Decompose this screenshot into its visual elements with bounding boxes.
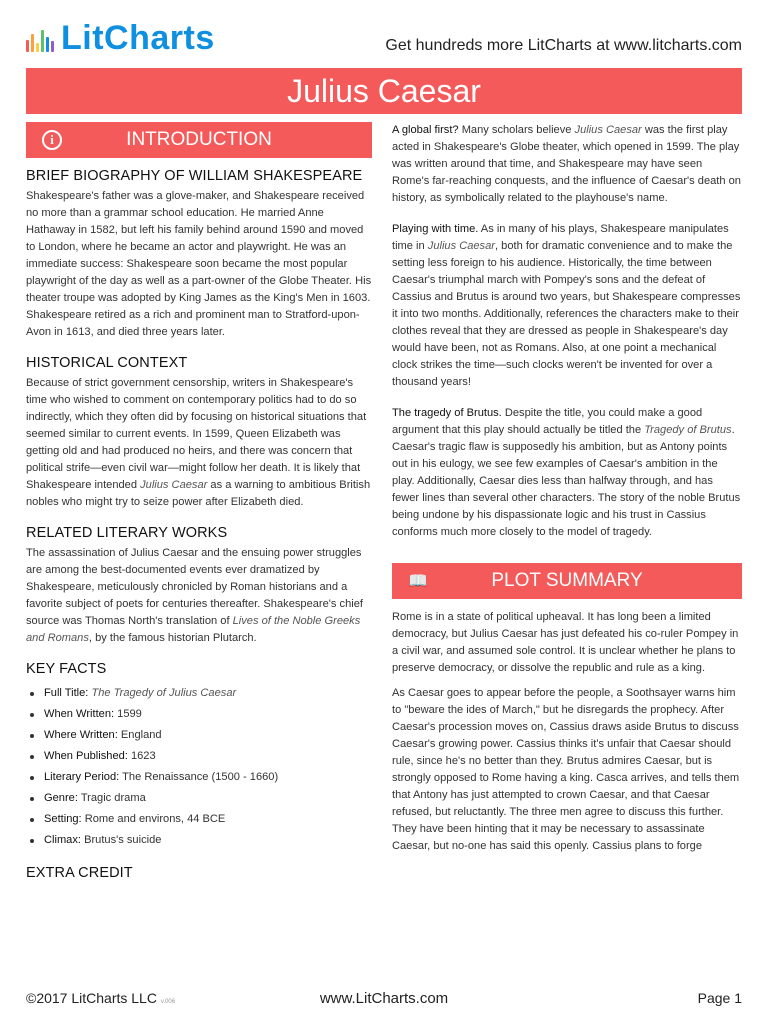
key-fact-item: Climax: Brutus's suicide bbox=[26, 830, 372, 851]
plot-summary-paragraph: Rome is in a state of political upheaval. It has long been a limited democracy, but Julius Caesar has just defeated his co-ruler Pompey in a civil war, and assumed sole control. It is unclear whether he plans to preserve democracy, or dissolve the republic and rule as a king. bbox=[392, 611, 739, 674]
related-works-text: The assassination of Julius Caesar and the ensuing power struggles are among the best-documented events ever dramatized by Shakespeare, meticulously chronicled by Roman historians and a favorite subject of poets for centuries thereafter. Shakespeare's chief source was Thomas North's translation of Lives of the Noble Greeks and Romans, by the famous historian Plutarch. bbox=[26, 547, 363, 644]
right-column bbox=[392, 122, 742, 855]
historical-context-text: Because of strict government censorship, writers in Shakespeare's time who wished to comment on contemporary politics had to do so indirectly, which they often did by focusing on historical situations that seemed similar to current events. In 1599, Queen Elizabeth was getting old and had produced no heirs, and there was concern that political strife—even civil war—might follow her death. It is likely that Shakespeare intended Julius Caesar as a warning to ambitious British nobles who might try to seize power after Elizabeth died. bbox=[26, 377, 371, 508]
biography-heading: BRIEF BIOGRAPHY OF WILLIAM SHAKESPEARE bbox=[26, 168, 363, 184]
key-fact-item: When Published: 1623 bbox=[26, 746, 372, 767]
extra-credit-heading: EXTRA CREDIT bbox=[26, 865, 133, 881]
play-title-italic: Julius Caesar bbox=[140, 479, 208, 491]
historical-context-heading: HISTORICAL CONTEXT bbox=[26, 355, 188, 371]
page-title: Julius Caesar bbox=[26, 68, 742, 114]
key-fact-item: Genre: Tragic drama bbox=[26, 788, 372, 809]
plot-summary-banner-label: PLOT SUMMARY bbox=[491, 570, 643, 591]
biography-text: Shakespeare's father was a glove-maker, and Shakespeare received no more than a grammar school education. He married Anne Hathaway in 1582, but left his family behind around 1590 and moved to London, where he became an actor and playwright. He was an immediate success: Shakespeare soon became the most popular playwright of the day as well as a part-owner of the Globe Theater. His theater troupe was adopted by King James as the King's Men in 1603. Shakespeare retired as a rich and prominent man to Stratford-upon-Avon in 1613, and died three years later. bbox=[26, 190, 372, 338]
header-tagline[interactable]: Get hundreds more LitCharts at www.litcharts.com bbox=[385, 37, 742, 54]
footer-version: v.006 bbox=[160, 999, 176, 1005]
related-works-heading: RELATED LITERARY WORKS bbox=[26, 525, 228, 541]
key-fact-item: Literary Period: The Renaissance (1500 - 1660) bbox=[26, 767, 372, 788]
key-facts-list bbox=[26, 683, 372, 851]
key-fact-item: Full Title: The Tragedy of Julius Caesar bbox=[26, 683, 372, 704]
litcharts-logo[interactable] bbox=[26, 18, 215, 58]
plot-summary-banner bbox=[392, 563, 742, 599]
footer-url[interactable]: www.LitCharts.com bbox=[319, 990, 449, 1007]
extra-credit-tragedy-brutus: The tragedy of Brutus. Despite the title, you could make a good argument that this play should actually be titled the Tragedy of Brutus. Caesar's tragic flaw is supposedly his ambition, but as Antony points out in his eulogy, we see few examples of Caesar's ambition in the play. Additionally, Caesar dies less than halfway through, and has fewer lines than several other characters. The story of the noble Brutus being undone by his dispassionate logic and his trust in Cassius conforms much more closely to the model of tragedy. bbox=[392, 407, 741, 538]
key-fact-item: Setting: Rome and environs, 44 BCE bbox=[26, 809, 372, 830]
plot-summary-paragraph: As Caesar goes to appear before the people, a Soothsayer warns him to "beware the ides of March," but he disregards the prophecy. After Caesar's procession moves on, Cassius draws aside Brutus to discuss Caesar's growing power. Cassius thinks it's unfair that Caesar should rule, since he's no better than they. Brutus admires Caesar, but is strongly opposed to Rome having a king. Casca arrives, and tells them that Antony has just attempted to crown Caesar, and that Caesar refused, but reluctantly. The three men agree to discuss this further. They have been hinting that it may be necessary to assassinate Caesar, but no-one has said this openly. Cassius plans to forge bbox=[392, 687, 740, 852]
info-icon: i bbox=[42, 130, 62, 150]
book-icon: 📖 bbox=[408, 573, 428, 590]
introduction-banner bbox=[26, 122, 372, 158]
logo-bars-icon bbox=[26, 24, 56, 52]
key-facts-heading: KEY FACTS bbox=[26, 661, 107, 677]
page-footer bbox=[26, 990, 742, 1012]
footer-page-number: Page 1 bbox=[697, 990, 742, 1006]
footer-copyright: ©2017 LitCharts LLC v.006 bbox=[26, 990, 176, 1006]
introduction-banner-label: INTRODUCTION bbox=[126, 129, 272, 150]
key-fact-item: Where Written: England bbox=[26, 725, 372, 746]
extra-credit-global-first: A global first? Many scholars believe Julius Caesar was the first play acted in Shakespeare's Globe theater, which opened in 1599. The play was written around that time, and Shakespeare may have seen Rome's far-reaching conquests, and the influence of Caesar's death on history, as symbolically related to the playhouse's name. bbox=[392, 124, 741, 204]
key-fact-item: When Written: 1599 bbox=[26, 704, 372, 725]
extra-credit-playing-time: Playing with time. As in many of his plays, Shakespeare manipulates time in Julius Caesar, both for dramatic convenience and to make the setting less foreign to his audience. Historically, the time between Caesar's triumphal march with Pompey's sons and the defeat of Cassius and Brutus is around two years, but Shakespeare compresses it into two months. Additionally, references the characters make to their clothes reveal that they are dressed as people in Shakespeare's day would have been, not as Romans. Also, at one point a mechanical clock strikes the time—such clocks weren't be invented for over a thousand years! bbox=[392, 223, 741, 388]
source-title-italic: Lives of the Noble Greeks and Romans bbox=[26, 615, 361, 644]
left-column bbox=[26, 122, 372, 885]
logo-text: LitCharts bbox=[61, 19, 215, 57]
